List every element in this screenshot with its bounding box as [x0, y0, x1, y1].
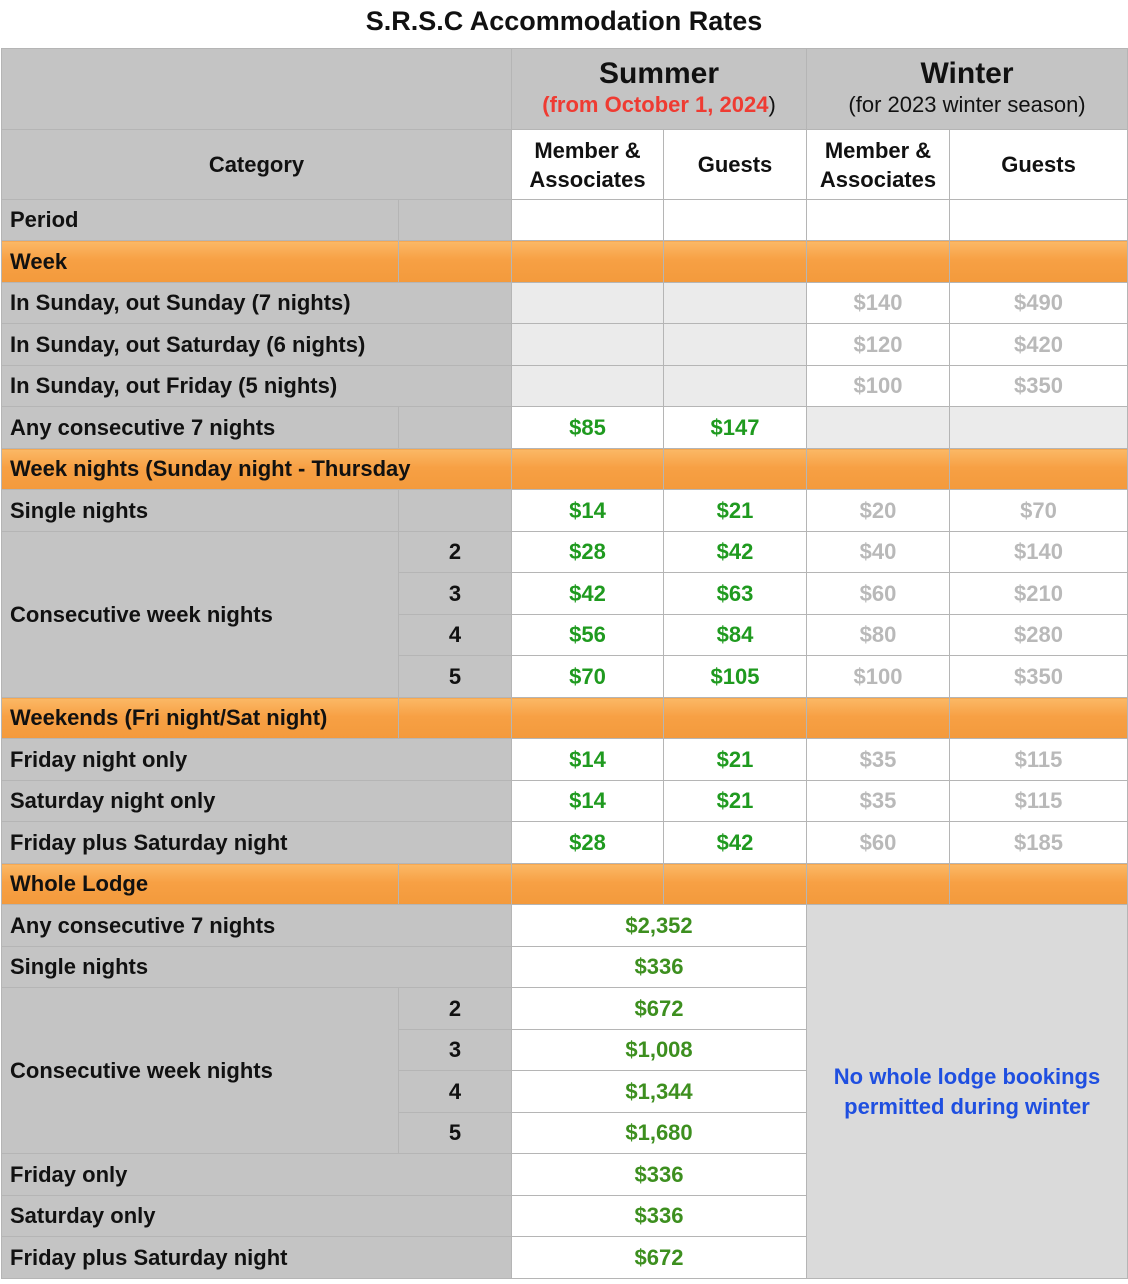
row-label: Consecutive week nights — [2, 532, 399, 698]
winter-guests-price: $280 — [950, 615, 1128, 656]
winter-member-price: $80 — [807, 615, 950, 656]
whole-lodge-price: $336 — [512, 1196, 807, 1237]
summer-header — [512, 49, 807, 130]
winter-title: Winter — [920, 57, 1014, 90]
summer-member-price: $14 — [512, 739, 664, 781]
table-row — [2, 532, 1128, 573]
winter-member-price: $35 — [807, 739, 950, 781]
whole-lodge-price: $1,344 — [512, 1071, 807, 1113]
summer-note-close: ) — [768, 92, 776, 117]
whole-lodge-price: $1,680 — [512, 1113, 807, 1154]
winter-member-price: $100 — [807, 656, 950, 698]
table-row — [2, 283, 1128, 324]
winter-guests-price: $420 — [950, 324, 1128, 366]
winter-member-price: $60 — [807, 822, 950, 864]
row-label: In Sunday, out Saturday (6 nights) — [2, 324, 512, 366]
nights-count: 5 — [399, 1113, 512, 1154]
row-label: Saturday night only — [2, 781, 512, 822]
nights-count: 5 — [399, 656, 512, 698]
summer-guests-price: $21 — [664, 490, 807, 532]
nights-count: 3 — [399, 1030, 512, 1071]
winter-guests-price: $350 — [950, 366, 1128, 407]
whole-lodge-price: $1,008 — [512, 1030, 807, 1071]
winter-member-price: $60 — [807, 573, 950, 615]
rates-table — [1, 48, 1128, 1279]
row-label: In Sunday, out Sunday (7 nights) — [2, 283, 512, 324]
winter-guests-header: Guests — [950, 130, 1128, 200]
summer-guests-price: $147 — [664, 407, 807, 449]
winter-member-price: $20 — [807, 490, 950, 532]
period-label: Period — [2, 200, 399, 241]
section-whole-lodge — [2, 864, 1128, 905]
page-title: S.R.S.C Accommodation Rates — [365, 6, 763, 36]
row-label: Any consecutive 7 nights — [2, 407, 399, 449]
winter-guests-price: $115 — [950, 739, 1128, 781]
table-row — [2, 490, 1128, 532]
row-label: Friday only — [2, 1154, 512, 1196]
nights-count: 2 — [399, 988, 512, 1030]
winter-member-price: $100 — [807, 366, 950, 407]
table-row — [2, 407, 1128, 449]
row-label: Friday night only — [2, 739, 512, 781]
whole-lodge-price: $2,352 — [512, 905, 807, 947]
winter-guests-price: $210 — [950, 573, 1128, 615]
winter-guests-price: $185 — [950, 822, 1128, 864]
section-label: Whole Lodge — [2, 864, 399, 905]
summer-member-price: $28 — [512, 532, 664, 573]
row-label: Friday plus Saturday night — [2, 1237, 512, 1279]
summer-guests-price: $42 — [664, 822, 807, 864]
table-row — [2, 822, 1128, 864]
summer-guests-price: $21 — [664, 781, 807, 822]
summer-member-price: $56 — [512, 615, 664, 656]
whole-lodge-price: $672 — [512, 988, 807, 1030]
winter-guests-price: $350 — [950, 656, 1128, 698]
whole-lodge-price: $336 — [512, 947, 807, 988]
row-label: Consecutive week nights — [2, 988, 399, 1154]
whole-lodge-price: $336 — [512, 1154, 807, 1196]
header-blank-cell — [2, 49, 512, 130]
row-label: Saturday only — [2, 1196, 512, 1237]
category-header: Category — [2, 130, 512, 200]
summer-member-price: $14 — [512, 490, 664, 532]
table-row — [2, 781, 1128, 822]
winter-member-price: $120 — [807, 324, 950, 366]
row-label: Single nights — [2, 490, 399, 532]
summer-guests-price: $63 — [664, 573, 807, 615]
section-week — [2, 241, 1128, 283]
section-weeknights — [2, 449, 1128, 490]
nights-count: 3 — [399, 573, 512, 615]
nights-count: 4 — [399, 615, 512, 656]
table-row — [2, 739, 1128, 781]
summer-member-price: $85 — [512, 407, 664, 449]
summer-guests-price: $21 — [664, 739, 807, 781]
winter-member-header: Member & Associates — [807, 130, 950, 200]
table-row — [2, 324, 1128, 366]
row-label: In Sunday, out Friday (5 nights) — [2, 366, 512, 407]
summer-guests-header: Guests — [664, 130, 807, 200]
table-row — [2, 905, 1128, 947]
winter-member-price: $40 — [807, 532, 950, 573]
summer-title: Summer — [598, 57, 720, 90]
winter-member-price: $140 — [807, 283, 950, 324]
no-whole-lodge-note: No whole lodge bookings permitted during winter — [807, 905, 1128, 1279]
summer-guests-price: $84 — [664, 615, 807, 656]
summer-member-price: $14 — [512, 781, 664, 822]
section-label: Week — [2, 241, 399, 283]
section-weekends — [2, 698, 1128, 739]
summer-member-header: Member & Associates — [512, 130, 664, 200]
whole-lodge-price: $672 — [512, 1237, 807, 1279]
row-label: Single nights — [2, 947, 512, 988]
winter-header — [807, 49, 1128, 130]
winter-season-note: (for 2023 winter season) — [848, 92, 1086, 117]
nights-count: 4 — [399, 1071, 512, 1113]
section-label: Weekends (Fri night/Sat night) — [2, 698, 399, 739]
section-label: Week nights (Sunday night - Thursday — [2, 449, 512, 490]
row-label: Friday plus Saturday night — [2, 822, 512, 864]
summer-guests-price: $42 — [664, 532, 807, 573]
summer-guests-price: $105 — [664, 656, 807, 698]
summer-date-note: (from October 1, 2024 — [542, 92, 769, 117]
table-row — [2, 366, 1128, 407]
row-label: Any consecutive 7 nights — [2, 905, 512, 947]
nights-count: 2 — [399, 532, 512, 573]
summer-member-price: $70 — [512, 656, 664, 698]
winter-guests-price: $115 — [950, 781, 1128, 822]
summer-member-price: $28 — [512, 822, 664, 864]
winter-guests-price: $490 — [950, 283, 1128, 324]
winter-guests-price: $140 — [950, 532, 1128, 573]
winter-member-price: $35 — [807, 781, 950, 822]
summer-member-price: $42 — [512, 573, 664, 615]
winter-guests-price: $70 — [950, 490, 1128, 532]
